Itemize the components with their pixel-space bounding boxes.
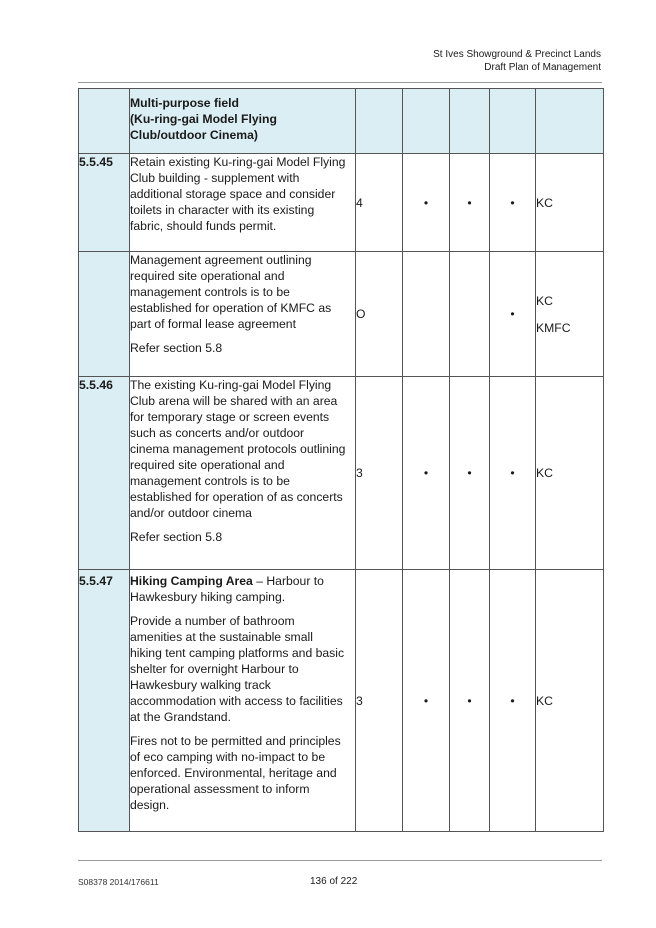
priority-cell: 3: [356, 570, 403, 832]
desc-line: established for operation of KMFC as: [130, 301, 332, 315]
desc-line: operational assessment to inform: [130, 782, 310, 796]
header-cell: [536, 89, 604, 154]
desc-line: design.: [130, 798, 170, 812]
desc-line: accommodation with access to facilities: [130, 694, 343, 708]
section-title-line: Club/outdoor Cinema): [130, 128, 258, 142]
desc-line: Hawkesbury walking track: [130, 678, 271, 692]
row-description: [130, 154, 356, 252]
mark-cell: •: [490, 377, 536, 570]
desc-line: Provide a number of bathroom: [130, 614, 295, 628]
priority-cell: O: [356, 252, 403, 377]
responsibility-code: KC: [536, 293, 553, 308]
camping-heading-rest: – Harbour to: [252, 574, 324, 588]
desc-line: shelter for overnight Harbour to: [130, 662, 299, 676]
desc-line: hiking tent camping platforms and basic: [130, 646, 345, 660]
row-number: 5.5.45: [79, 154, 130, 252]
row-description: [130, 252, 356, 377]
desc-line: management controls is to be: [130, 285, 290, 299]
desc-line: part of formal lease agreement: [130, 317, 296, 331]
mark-cell: [450, 252, 490, 377]
responsibility-cell: KC: [536, 570, 604, 832]
desc-line: Club building - supplement with: [130, 171, 300, 185]
table-row: [79, 570, 604, 832]
camping-heading-bold: Hiking Camping Area: [130, 574, 253, 588]
footer-rule: [78, 860, 602, 861]
page-number: 136 of 222: [310, 876, 358, 887]
row-description: [130, 570, 356, 832]
mark-cell: •: [490, 570, 536, 832]
row-number: 5.5.47: [79, 570, 130, 832]
header-rule: [78, 82, 602, 83]
mark-cell: [403, 252, 450, 377]
desc-line: Hawkesbury hiking camping.: [130, 590, 286, 604]
desc-line: management controls is to be: [130, 474, 290, 488]
document-header: [433, 48, 601, 74]
desc-line: additional storage space and consider: [130, 187, 336, 201]
priority-cell: 4: [356, 154, 403, 252]
section-num-cell: [79, 89, 130, 154]
mark-cell: •: [403, 377, 450, 570]
mark-cell: •: [450, 154, 490, 252]
plan-table: [78, 88, 604, 832]
desc-line: Fires not to be permitted and principles: [130, 734, 341, 748]
header-cell: [356, 89, 403, 154]
mark-cell: •: [490, 154, 536, 252]
mark-cell: •: [403, 570, 450, 832]
desc-line: The existing Ku-ring-gai Model Flying: [130, 378, 332, 392]
section-title: [130, 89, 356, 154]
table-row: [79, 252, 604, 377]
table-row: [79, 154, 604, 252]
desc-line: such as concerts and/or outdoor: [130, 426, 305, 440]
desc-line: cinema management protocols outlining: [130, 442, 346, 456]
desc-line: required site operational and: [130, 458, 285, 472]
table-row: [79, 377, 604, 570]
mark-cell: •: [450, 570, 490, 832]
header-title: St Ives Showground & Precinct Lands: [433, 49, 601, 60]
header-cell: [403, 89, 450, 154]
header-subtitle: Draft Plan of Management: [484, 62, 601, 73]
refer-note: Refer section 5.8: [130, 341, 223, 355]
mark-cell: •: [490, 252, 536, 377]
responsibility-cell: KC: [536, 377, 604, 570]
responsibility-code: KMFC: [536, 320, 571, 335]
responsibility-cell: KC: [536, 154, 604, 252]
section-header-row: [79, 89, 604, 154]
desc-line: and/or outdoor cinema: [130, 506, 252, 520]
desc-line: for temporary stage or screen events: [130, 410, 330, 424]
desc-line: required site operational and: [130, 269, 285, 283]
section-title-line: Multi-purpose field: [130, 96, 240, 110]
row-number: [79, 252, 130, 377]
mark-cell: •: [403, 154, 450, 252]
document-reference: S08378 2014/176611: [78, 877, 159, 887]
desc-line: toilets in character with its existing: [130, 203, 315, 217]
header-cell: [450, 89, 490, 154]
desc-line: amenities at the sustainable small: [130, 630, 313, 644]
camping-heading: [130, 573, 355, 589]
mark-cell: •: [450, 377, 490, 570]
desc-line: enforced. Environmental, heritage and: [130, 766, 337, 780]
row-number: 5.5.46: [79, 377, 130, 570]
refer-note: Refer section 5.8: [130, 530, 223, 544]
section-title-line: (Ku-ring-gai Model Flying: [130, 112, 277, 126]
desc-line: at the Grandstand.: [130, 710, 231, 724]
desc-line: Club arena will be shared with an area: [130, 394, 338, 408]
desc-line: of eco camping with no-impact to be: [130, 750, 326, 764]
header-cell: [490, 89, 536, 154]
desc-line: Retain existing Ku-ring-gai Model Flying: [130, 155, 346, 169]
priority-cell: 3: [356, 377, 403, 570]
desc-line: Management agreement outlining: [130, 253, 312, 267]
row-description: [130, 377, 356, 570]
responsibility-cell: [536, 252, 604, 377]
desc-line: established for operation of as concerts: [130, 490, 343, 504]
desc-line: fabric, should funds permit.: [130, 219, 277, 233]
